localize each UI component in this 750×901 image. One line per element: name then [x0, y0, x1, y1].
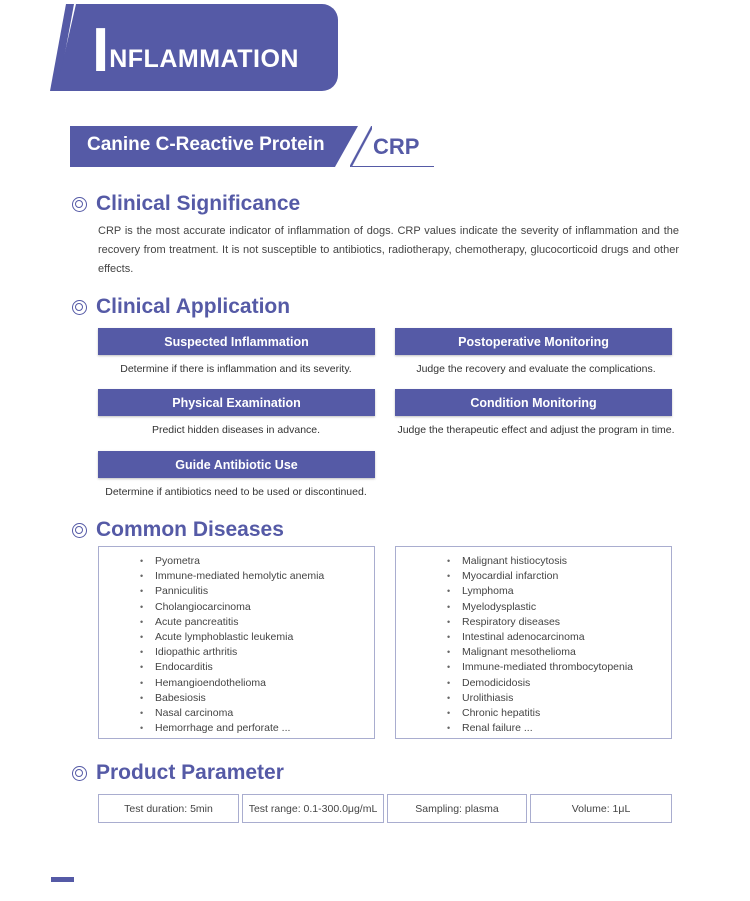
param-test-range: Test range: 0.1-300.0μg/mL [242, 794, 384, 823]
list-item: • Babesiosis [140, 691, 324, 706]
double-circle-icon [72, 766, 87, 781]
list-item: • Hemorrhage and perforate ... [140, 721, 324, 736]
list-item: • Intestinal adenocarcinoma [447, 630, 633, 645]
list-item: • Cholangiocarcinoma [140, 600, 324, 615]
product-name: Canine C-Reactive Protein [87, 134, 325, 155]
param-volume: Volume: 1μL [530, 794, 672, 823]
list-item: • Hemangioendothelioma [140, 676, 324, 691]
list-item: • Respiratory diseases [447, 615, 633, 630]
list-item: • Panniculitis [140, 584, 324, 599]
product-underline [352, 166, 434, 167]
list-item: • Idiopathic arthritis [140, 645, 324, 660]
list-item: • Immune-mediated hemolytic anemia [140, 569, 324, 584]
list-item: • Pyometra [140, 554, 324, 569]
significance-text: CRP is the most accurate indicator of inflammation of dogs. CRP values indicate the severity of inflammation and the recovery from treatment. It is not susceptible to antibiotics, radiotherapy, chemotherapy, glucocorticoid drugs and other effects. [98, 225, 679, 275]
app-tag-postoperative-monitoring: Postoperative Monitoring [395, 328, 672, 355]
section-common-diseases [72, 518, 284, 542]
title-initial: I [92, 16, 110, 85]
app-tag-physical-examination: Physical Examination [98, 389, 375, 416]
app-desc-condition-monitoring: Judge the therapeutic effect and adjust the program in time. [397, 424, 675, 436]
product-abbr: CRP [373, 134, 420, 159]
footer-accent-bar [51, 877, 74, 882]
app-desc-suspected-inflammation: Determine if there is inflammation and its severity. [120, 363, 352, 375]
list-item: • Malignant histiocytosis [447, 554, 633, 569]
diseases-box-right [395, 546, 672, 739]
section-product-parameter [72, 761, 284, 785]
section-title: Clinical Application [96, 295, 291, 318]
list-item: • Endocarditis [140, 660, 324, 675]
list-item: • Renal failure ... [447, 721, 633, 736]
diseases-list-left [140, 554, 324, 736]
section-title: Product Parameter [96, 761, 284, 784]
list-item: • Myocardial infarction [447, 569, 633, 584]
list-item: • Malignant mesothelioma [447, 645, 633, 660]
list-item: • Demodicidosis [447, 676, 633, 691]
diseases-box-left [98, 546, 375, 739]
app-tag-condition-monitoring: Condition Monitoring [395, 389, 672, 416]
list-item: • Immune-mediated thrombocytopenia [447, 660, 633, 675]
list-item: • Urolithiasis [447, 691, 633, 706]
double-circle-icon [72, 197, 87, 212]
section-title: Common Diseases [96, 518, 284, 541]
list-item: • Acute lymphoblastic leukemia [140, 630, 324, 645]
param-sampling: Sampling: plasma [387, 794, 527, 823]
double-circle-icon [72, 523, 87, 538]
section-clinical-application [72, 295, 290, 319]
section-clinical-significance [72, 192, 300, 216]
list-item: • Myelodysplastic [447, 600, 633, 615]
page-title [92, 16, 299, 85]
product-slash [350, 126, 372, 167]
app-desc-guide-antibiotic-use: Determine if antibiotics need to be used or discontinued. [105, 486, 367, 498]
double-circle-icon [72, 300, 87, 315]
title-rest: NFLAMMATION [109, 45, 299, 73]
app-tag-suspected-inflammation: Suspected Inflammation [98, 328, 375, 355]
list-item: • Nasal carcinoma [140, 706, 324, 721]
diseases-list-right [447, 554, 633, 736]
section-title: Clinical Significance [96, 192, 301, 215]
list-item: • Acute pancreatitis [140, 615, 324, 630]
app-tag-guide-antibiotic-use: Guide Antibiotic Use [98, 451, 375, 478]
param-test-duration: Test duration: 5min [98, 794, 239, 823]
list-item: • Lymphoma [447, 584, 633, 599]
app-desc-physical-examination: Predict hidden diseases in advance. [151, 424, 321, 436]
app-desc-postoperative-monitoring: Judge the recovery and evaluate the complications. [416, 363, 656, 375]
list-item: • Chronic hepatitis [447, 706, 633, 721]
